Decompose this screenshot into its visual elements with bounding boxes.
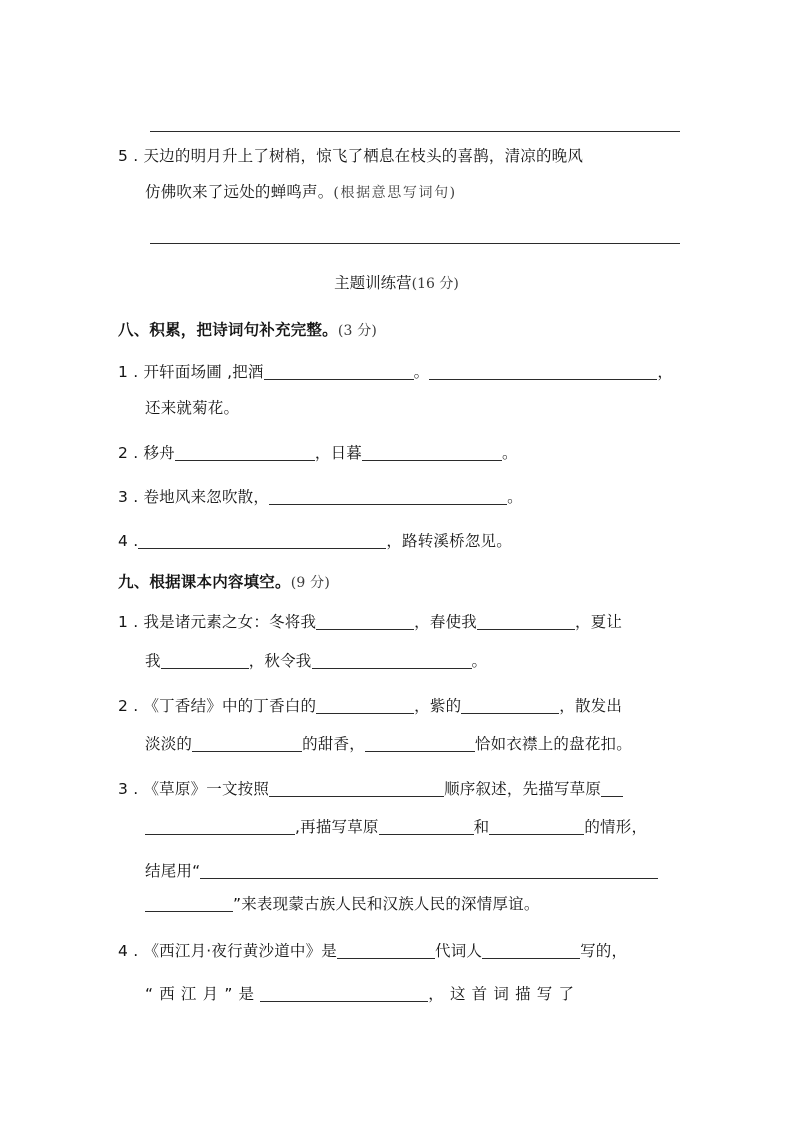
section-nine-item-3-blank-4[interactable] <box>379 820 474 835</box>
section-nine-item-3-line4-post: ”来表现蒙古族人民和汉族人民的深情厚谊。 <box>233 895 540 913</box>
section-eight-item-1-line-2 <box>145 392 680 425</box>
section-eight-item-1-line-1 <box>118 356 680 389</box>
section-banner-score: (16 分) <box>411 276 459 292</box>
section-nine-item-4-blank-2[interactable] <box>482 944 580 959</box>
section-nine-item-4-line2-pre: “西江月”是 <box>145 985 261 1003</box>
section-nine-item-3-blank-3[interactable] <box>145 820 295 835</box>
section-nine-item-4-line-1 <box>118 935 680 968</box>
section-nine-item-1-number: 1 . <box>118 613 139 631</box>
section-nine-item-2-text-mid: ，紫的 <box>414 697 462 715</box>
section-nine-heading-text: 九、根据课本内容填空。 <box>118 573 291 591</box>
question-5-text-line-1: 天边的明月升上了树梢，惊飞了栖息在枝头的喜鹊，清凉的晚风 <box>143 147 584 165</box>
section-eight-item-3-blank-1[interactable] <box>269 490 507 505</box>
section-banner <box>0 270 793 297</box>
section-eight-item-1-text-pre: 开轩面场圃 ,把酒 <box>143 363 264 381</box>
question-5-number: 5 . <box>118 147 139 165</box>
section-nine-item-4-number: 4 . <box>118 942 139 960</box>
section-eight-item-2-text-mid: ，日暮 <box>314 444 362 462</box>
section-eight-item-4-number: 4 . <box>118 532 139 550</box>
section-nine-item-4-text-mid: 代词人 <box>435 942 483 960</box>
section-nine-item-4-blank-1[interactable] <box>337 944 435 959</box>
section-eight-item-2-blank-1[interactable] <box>175 446 315 461</box>
section-nine-item-1-text-mid: ，春使我 <box>414 613 477 631</box>
section-nine-item-2-text-post: ，散发出 <box>559 697 623 715</box>
section-eight-item-2-text-post: 。 <box>501 444 518 462</box>
section-banner-title: 主题训练营 <box>334 274 412 292</box>
section-nine-item-1-blank-1[interactable] <box>316 615 414 630</box>
section-nine-item-1-blank-3[interactable] <box>161 654 249 669</box>
section-nine-item-3-line-2 <box>145 811 680 844</box>
answer-line-for-item5[interactable] <box>150 243 680 244</box>
answer-line-above-item5[interactable] <box>150 131 680 132</box>
section-nine-item-2-text-pre: 《丁香结》中的丁香白的 <box>143 697 317 715</box>
section-eight-item-2 <box>118 437 680 470</box>
section-eight-heading-text: 八、积累，把诗词句补充完整。 <box>118 321 338 339</box>
question-5-line-2 <box>145 176 680 210</box>
question-5-line-1 <box>118 140 680 173</box>
section-nine-item-3-line2-mid-2: 和 <box>473 818 490 836</box>
section-nine-item-1-line2-mid: ，秋令我 <box>248 652 312 670</box>
section-nine-item-1-line-1 <box>118 606 680 639</box>
section-nine-item-3-blank-5[interactable] <box>489 820 584 835</box>
question-5-note: (根据意思写词句) <box>333 185 457 201</box>
section-nine-item-4-blank-3[interactable] <box>260 987 428 1002</box>
section-eight-item-4 <box>118 525 680 558</box>
section-eight-item-1-text-line-2: 还来就菊花。 <box>145 399 240 417</box>
section-eight-item-4-text-post: ，路转溪桥忽见。 <box>386 532 512 550</box>
section-nine-item-3-line2-post: 的情形， <box>584 818 648 836</box>
section-nine-item-3-text-mid: 顺序叙述，先描写草原 <box>444 780 602 798</box>
section-eight-item-1-blank-2[interactable] <box>429 365 657 380</box>
section-nine-item-4-line-2 <box>145 978 680 1011</box>
section-eight-item-2-blank-2[interactable] <box>362 446 502 461</box>
section-nine-item-1-line2-pre: 我 <box>145 652 161 670</box>
section-nine-item-3-line3-pre: 结尾用“ <box>145 862 201 880</box>
section-nine-item-1-blank-4[interactable] <box>312 654 472 669</box>
section-nine-item-4-line2-post: ，这首词描写了 <box>428 985 581 1003</box>
section-nine-item-2-number: 2 . <box>118 697 139 715</box>
section-nine-item-3-line-3 <box>145 855 680 888</box>
section-eight-item-1-blank-1[interactable] <box>264 365 414 380</box>
section-nine-item-2-line2-mid: 的甜香， <box>302 735 365 753</box>
section-eight-score: (3 分) <box>337 323 378 339</box>
section-nine-item-3-blank-7[interactable] <box>145 897 233 912</box>
section-nine-item-3-line-1 <box>118 773 680 806</box>
section-eight-item-3-text-pre: 卷地风来忽吹散， <box>143 488 270 506</box>
section-nine-item-1-line-2 <box>145 645 680 678</box>
section-nine-item-1-line2-post: 。 <box>471 652 488 670</box>
section-nine-item-4-text-post: 写的， <box>580 942 628 960</box>
section-eight-item-3-number: 3 . <box>118 488 139 506</box>
section-eight-item-1-text-mid: 。 <box>413 363 430 381</box>
section-nine-item-3-blank-1[interactable] <box>269 782 444 797</box>
section-nine-item-1-blank-2[interactable] <box>477 615 575 630</box>
section-nine-item-4-text-pre: 《西江月·夜行黄沙道中》是 <box>143 942 337 960</box>
section-eight-item-2-text-pre: 移舟 <box>143 444 175 462</box>
section-nine-item-2-blank-4[interactable] <box>365 737 475 752</box>
section-eight-item-3-text-post: 。 <box>507 488 523 506</box>
section-nine-item-3-text-pre: 《草原》一文按照 <box>143 780 270 798</box>
section-nine-item-2-line2-post: 恰如衣襟上的盘花扣。 <box>474 735 632 753</box>
section-nine-item-3-line-4 <box>145 888 680 921</box>
section-nine-item-3-blank-2[interactable] <box>601 782 623 797</box>
section-nine-item-2-line-1 <box>118 690 680 723</box>
section-eight-item-4-blank-1[interactable] <box>138 534 386 549</box>
section-eight-item-3 <box>118 481 680 514</box>
section-nine-item-3-blank-6[interactable] <box>200 864 658 879</box>
section-nine-item-2-blank-3[interactable] <box>192 737 302 752</box>
section-nine-item-2-blank-1[interactable] <box>316 699 414 714</box>
section-nine-item-1-text-post: ，夏让 <box>574 613 623 631</box>
question-5-text-line-2: 仿佛吹来了远处的蝉鸣声。 <box>145 183 334 201</box>
section-nine-item-3-number: 3 . <box>118 780 139 798</box>
section-eight-heading <box>118 317 680 344</box>
section-nine-item-2-line-2 <box>145 728 680 761</box>
section-eight-item-1-text-post: ， <box>657 363 674 381</box>
section-eight-item-1-number: 1 . <box>118 363 139 381</box>
section-nine-item-2-blank-2[interactable] <box>461 699 559 714</box>
section-nine-score: (9 分) <box>290 575 330 591</box>
section-nine-item-3-line2-mid-1: ,再描写草原 <box>295 818 379 836</box>
section-nine-heading <box>118 569 680 596</box>
section-nine-item-2-line2-pre: 淡淡的 <box>145 735 193 753</box>
section-nine-item-1-text-pre: 我是诸元素之女：冬将我 <box>143 613 317 631</box>
section-eight-item-2-number: 2 . <box>118 444 139 462</box>
